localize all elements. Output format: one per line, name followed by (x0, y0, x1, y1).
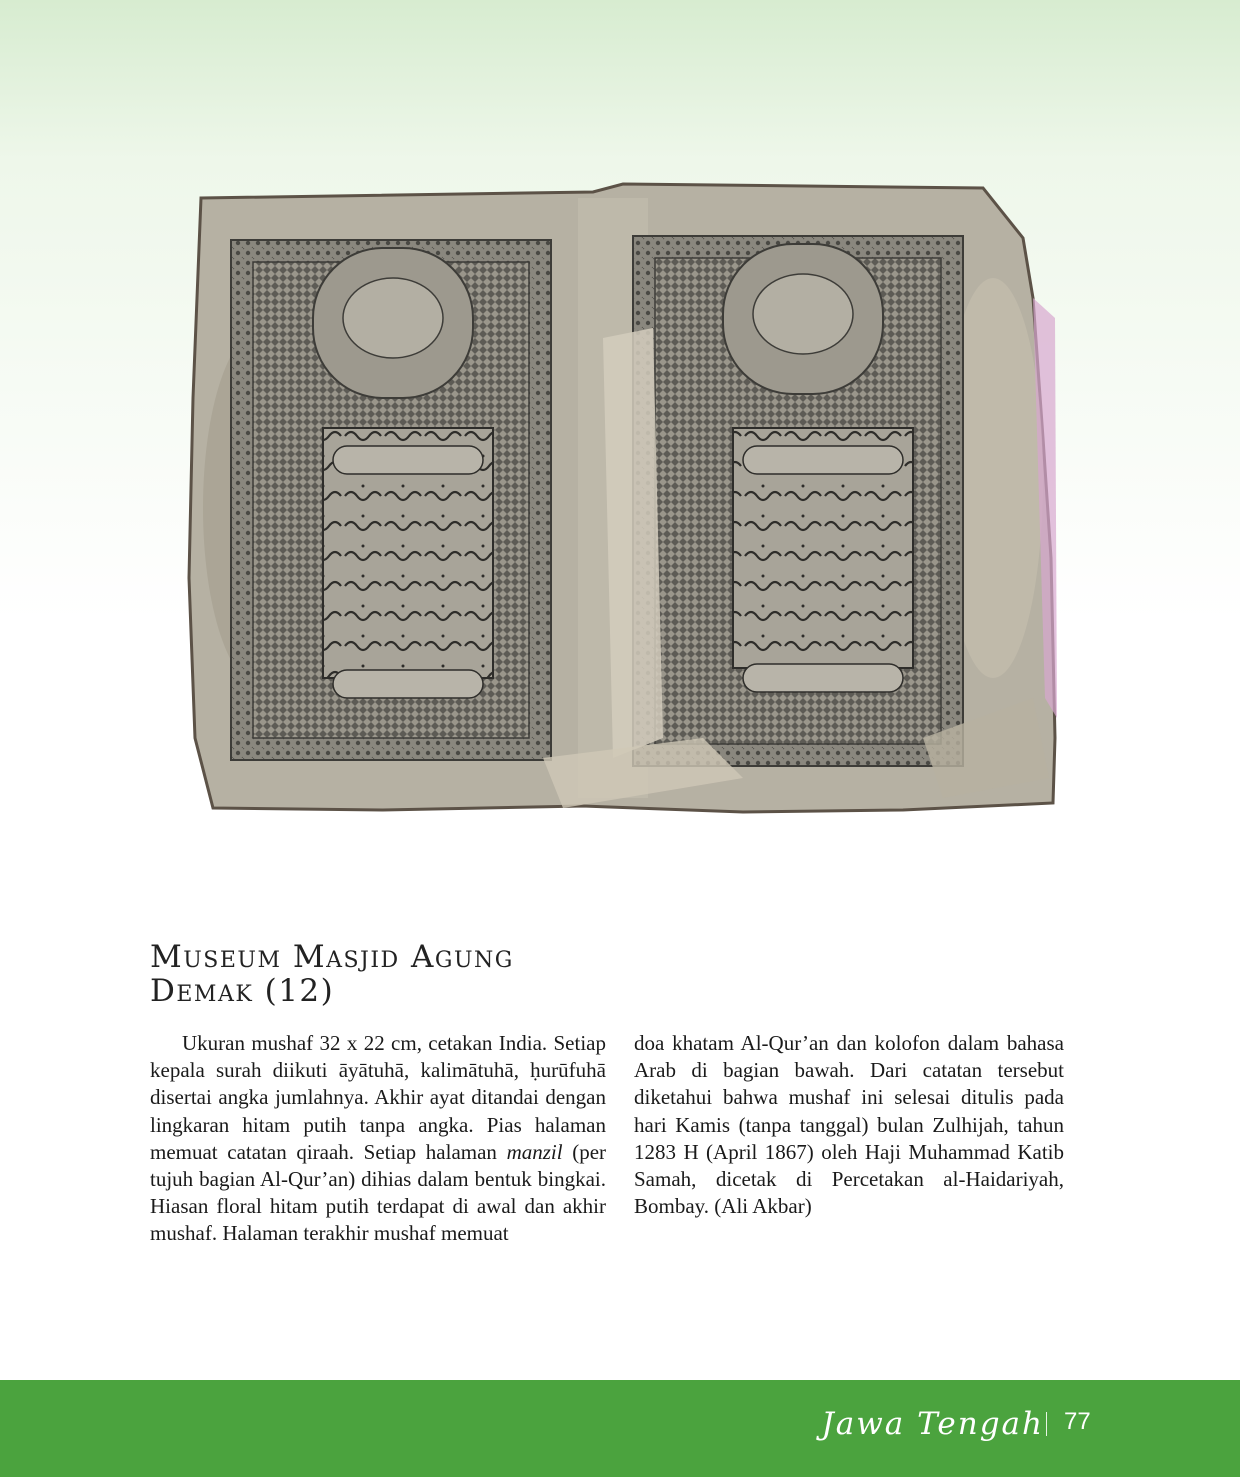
body-text-left-part2: (per tujuh bagian Al-Qur’an) dihias dalam bentuk bingkai. Hiasan floral hitam putih terdapat di awal dan akhir mushaf. Halaman terakhir mushaf memuat (150, 1139, 607, 1246)
footer-band (0, 1380, 1240, 1477)
page-number: 77 (1064, 1408, 1091, 1435)
article-title-line1: Museum Masjid Agung (150, 939, 514, 975)
body-column-left (150, 1030, 606, 1248)
mushaf-photo (183, 178, 1058, 818)
article-title-line2: Demak (12) (150, 973, 335, 1009)
footer-separator (1046, 1412, 1047, 1436)
body-text-left-part1: Ukuran mushaf 32 x 22 cm, cetakan India. Setiap kepala surah diikuti āyātuhā, kalimātuhā, ḥurūfuhā disertai angka jumlahnya. Akhir ayat ditandai dengan lingkaran hitam putih tanpa angka. Pias halaman memuat catatan qiraah. Setiap halaman (150, 1031, 606, 1164)
body-column-right (634, 1030, 1064, 1220)
body-text-manzil: manzil (506, 1139, 563, 1164)
body-paragraph-right: doa khatam Al-Qur’an dan kolofon dalam bahasa Arab di bagian bawah. Dari catatan tersebut diketahui bahwa mushaf ini selesai ditulis pada hari Kamis (tanpa tanggal) bulan Zulhijah, tahun 1283 H (April 1867) oleh Haji Muhammad Katib Samah, dicetak di Percetakan al-Haidariyah, Bombay. (Ali Akbar) (634, 1031, 1064, 1219)
body-paragraph-left (150, 1030, 606, 1248)
article-title (150, 940, 610, 1008)
footer-region-label: Jawa Tengah (821, 1406, 1044, 1442)
